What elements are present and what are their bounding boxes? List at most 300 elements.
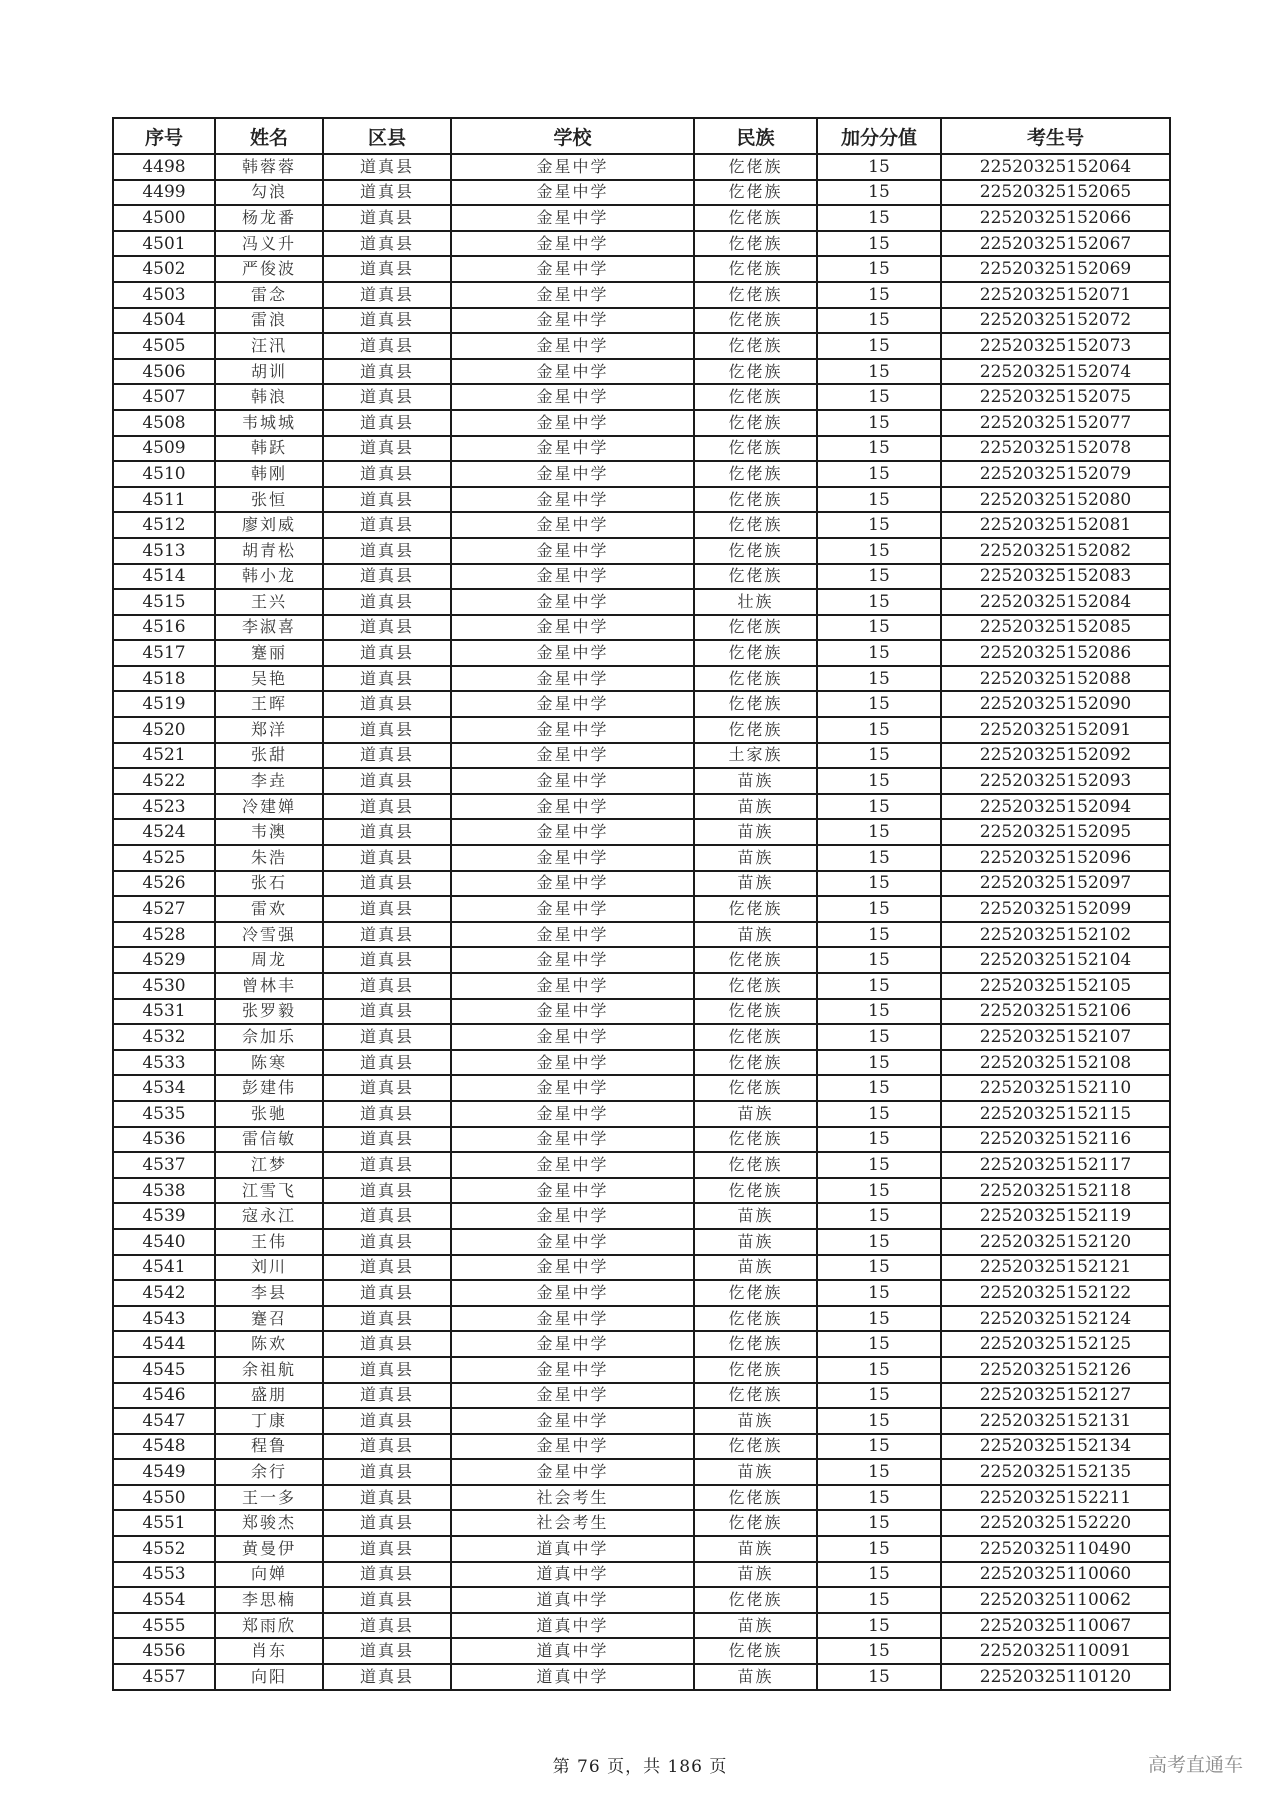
cell-index: 4527 bbox=[113, 896, 215, 922]
cell-exam-id: 22520325152119 bbox=[941, 1203, 1170, 1229]
cell-school: 道真中学 bbox=[451, 1664, 694, 1690]
cell-ethnicity: 仡佬族 bbox=[694, 1152, 817, 1178]
cell-bonus: 15 bbox=[817, 1408, 941, 1434]
table-row bbox=[113, 1408, 1170, 1434]
table-row bbox=[113, 1229, 1170, 1255]
cell-exam-id: 22520325152064 bbox=[941, 154, 1170, 180]
cell-name: 冷雪强 bbox=[215, 922, 323, 948]
table-row bbox=[113, 487, 1170, 513]
cell-bonus: 15 bbox=[817, 1587, 941, 1613]
cell-exam-id: 22520325152105 bbox=[941, 973, 1170, 999]
header-name: 姓名 bbox=[215, 118, 323, 154]
table-row bbox=[113, 615, 1170, 641]
cell-school: 金星中学 bbox=[451, 1229, 694, 1255]
cell-index: 4499 bbox=[113, 180, 215, 206]
cell-bonus: 15 bbox=[817, 871, 941, 897]
cell-bonus: 15 bbox=[817, 1101, 941, 1127]
cell-bonus: 15 bbox=[817, 359, 941, 385]
cell-school: 金星中学 bbox=[451, 794, 694, 820]
cell-county: 道真县 bbox=[323, 947, 451, 973]
cell-bonus: 15 bbox=[817, 1331, 941, 1357]
table-row bbox=[113, 896, 1170, 922]
cell-index: 4524 bbox=[113, 819, 215, 845]
cell-county: 道真县 bbox=[323, 180, 451, 206]
cell-ethnicity: 苗族 bbox=[694, 1203, 817, 1229]
cell-ethnicity: 仡佬族 bbox=[694, 1075, 817, 1101]
cell-ethnicity: 仡佬族 bbox=[694, 973, 817, 999]
cell-exam-id: 22520325152085 bbox=[941, 615, 1170, 641]
cell-exam-id: 22520325152099 bbox=[941, 896, 1170, 922]
cell-exam-id: 22520325152066 bbox=[941, 205, 1170, 231]
cell-county: 道真县 bbox=[323, 1024, 451, 1050]
cell-bonus: 15 bbox=[817, 947, 941, 973]
cell-school: 金星中学 bbox=[451, 410, 694, 436]
cell-bonus: 15 bbox=[817, 282, 941, 308]
cell-exam-id: 22520325110060 bbox=[941, 1562, 1170, 1588]
table-row bbox=[113, 1357, 1170, 1383]
cell-exam-id: 22520325152073 bbox=[941, 333, 1170, 359]
cell-index: 4518 bbox=[113, 666, 215, 692]
table-row bbox=[113, 1459, 1170, 1485]
cell-county: 道真县 bbox=[323, 717, 451, 743]
cell-index: 4542 bbox=[113, 1280, 215, 1306]
cell-county: 道真县 bbox=[323, 973, 451, 999]
cell-ethnicity: 仡佬族 bbox=[694, 1178, 817, 1204]
cell-school: 金星中学 bbox=[451, 1306, 694, 1332]
cell-ethnicity: 苗族 bbox=[694, 845, 817, 871]
cell-exam-id: 22520325152095 bbox=[941, 819, 1170, 845]
cell-name: 韩刚 bbox=[215, 461, 323, 487]
cell-bonus: 15 bbox=[817, 1357, 941, 1383]
cell-ethnicity: 仡佬族 bbox=[694, 896, 817, 922]
table-row bbox=[113, 871, 1170, 897]
table-row bbox=[113, 1101, 1170, 1127]
cell-name: 吴艳 bbox=[215, 666, 323, 692]
cell-exam-id: 22520325152065 bbox=[941, 180, 1170, 206]
cell-bonus: 15 bbox=[817, 615, 941, 641]
cell-school: 道真中学 bbox=[451, 1587, 694, 1613]
table-body bbox=[113, 154, 1170, 1690]
cell-exam-id: 22520325152091 bbox=[941, 717, 1170, 743]
cell-school: 金星中学 bbox=[451, 1408, 694, 1434]
cell-name: 佘加乐 bbox=[215, 1024, 323, 1050]
cell-county: 道真县 bbox=[323, 999, 451, 1025]
cell-bonus: 15 bbox=[817, 1229, 941, 1255]
cell-exam-id: 22520325152093 bbox=[941, 768, 1170, 794]
cell-ethnicity: 苗族 bbox=[694, 794, 817, 820]
results-table bbox=[112, 117, 1171, 1691]
cell-name: 江梦 bbox=[215, 1152, 323, 1178]
cell-name: 汪汛 bbox=[215, 333, 323, 359]
cell-bonus: 15 bbox=[817, 308, 941, 334]
table-row bbox=[113, 1152, 1170, 1178]
cell-county: 道真县 bbox=[323, 487, 451, 513]
cell-bonus: 15 bbox=[817, 973, 941, 999]
cell-ethnicity: 仡佬族 bbox=[694, 640, 817, 666]
cell-bonus: 15 bbox=[817, 1459, 941, 1485]
cell-county: 道真县 bbox=[323, 1050, 451, 1076]
cell-name: 杨龙番 bbox=[215, 205, 323, 231]
cell-name: 雷念 bbox=[215, 282, 323, 308]
cell-school: 金星中学 bbox=[451, 1075, 694, 1101]
cell-name: 黄曼伊 bbox=[215, 1536, 323, 1562]
cell-ethnicity: 仡佬族 bbox=[694, 538, 817, 564]
table-row bbox=[113, 205, 1170, 231]
cell-ethnicity: 仡佬族 bbox=[694, 999, 817, 1025]
cell-school: 道真中学 bbox=[451, 1536, 694, 1562]
cell-exam-id: 22520325152108 bbox=[941, 1050, 1170, 1076]
cell-county: 道真县 bbox=[323, 1587, 451, 1613]
cell-index: 4504 bbox=[113, 308, 215, 334]
cell-index: 4555 bbox=[113, 1613, 215, 1639]
cell-index: 4557 bbox=[113, 1664, 215, 1690]
cell-county: 道真县 bbox=[323, 1178, 451, 1204]
cell-name: 余行 bbox=[215, 1459, 323, 1485]
cell-index: 4525 bbox=[113, 845, 215, 871]
cell-school: 金星中学 bbox=[451, 1178, 694, 1204]
cell-exam-id: 22520325152071 bbox=[941, 282, 1170, 308]
table-row bbox=[113, 359, 1170, 385]
cell-index: 4507 bbox=[113, 384, 215, 410]
table-row bbox=[113, 768, 1170, 794]
table-row bbox=[113, 538, 1170, 564]
cell-name: 胡训 bbox=[215, 359, 323, 385]
cell-bonus: 15 bbox=[817, 487, 941, 513]
cell-county: 道真县 bbox=[323, 1357, 451, 1383]
cell-county: 道真县 bbox=[323, 154, 451, 180]
header-index: 序号 bbox=[113, 118, 215, 154]
cell-school: 金星中学 bbox=[451, 333, 694, 359]
cell-index: 4506 bbox=[113, 359, 215, 385]
cell-name: 王一多 bbox=[215, 1485, 323, 1511]
cell-index: 4556 bbox=[113, 1638, 215, 1664]
table-row bbox=[113, 589, 1170, 615]
cell-name: 郑雨欣 bbox=[215, 1613, 323, 1639]
cell-county: 道真县 bbox=[323, 743, 451, 769]
cell-name: 冷建婵 bbox=[215, 794, 323, 820]
table-row bbox=[113, 1587, 1170, 1613]
cell-bonus: 15 bbox=[817, 691, 941, 717]
table-row bbox=[113, 308, 1170, 334]
cell-index: 4550 bbox=[113, 1485, 215, 1511]
cell-exam-id: 22520325152074 bbox=[941, 359, 1170, 385]
cell-county: 道真县 bbox=[323, 640, 451, 666]
cell-county: 道真县 bbox=[323, 461, 451, 487]
cell-school: 金星中学 bbox=[451, 308, 694, 334]
cell-name: 刘川 bbox=[215, 1255, 323, 1281]
cell-school: 金星中学 bbox=[451, 359, 694, 385]
cell-bonus: 15 bbox=[817, 1536, 941, 1562]
cell-ethnicity: 仡佬族 bbox=[694, 333, 817, 359]
cell-name: 向婵 bbox=[215, 1562, 323, 1588]
cell-exam-id: 22520325152211 bbox=[941, 1485, 1170, 1511]
cell-bonus: 15 bbox=[817, 1485, 941, 1511]
cell-exam-id: 22520325152127 bbox=[941, 1383, 1170, 1409]
cell-ethnicity: 仡佬族 bbox=[694, 1127, 817, 1153]
cell-index: 4547 bbox=[113, 1408, 215, 1434]
cell-ethnicity: 仡佬族 bbox=[694, 410, 817, 436]
cell-ethnicity: 仡佬族 bbox=[694, 359, 817, 385]
cell-school: 金星中学 bbox=[451, 947, 694, 973]
cell-county: 道真县 bbox=[323, 896, 451, 922]
cell-index: 4535 bbox=[113, 1101, 215, 1127]
cell-name: 丁康 bbox=[215, 1408, 323, 1434]
cell-exam-id: 22520325152106 bbox=[941, 999, 1170, 1025]
cell-ethnicity: 仡佬族 bbox=[694, 1510, 817, 1536]
cell-name: 李淑喜 bbox=[215, 615, 323, 641]
cell-index: 4512 bbox=[113, 512, 215, 538]
header-school: 学校 bbox=[451, 118, 694, 154]
cell-bonus: 15 bbox=[817, 640, 941, 666]
cell-ethnicity: 仡佬族 bbox=[694, 231, 817, 257]
cell-ethnicity: 苗族 bbox=[694, 1408, 817, 1434]
cell-name: 郑洋 bbox=[215, 717, 323, 743]
cell-school: 金星中学 bbox=[451, 1255, 694, 1281]
cell-index: 4508 bbox=[113, 410, 215, 436]
cell-exam-id: 22520325152097 bbox=[941, 871, 1170, 897]
cell-exam-id: 22520325152082 bbox=[941, 538, 1170, 564]
cell-name: 韦城城 bbox=[215, 410, 323, 436]
cell-name: 韩小龙 bbox=[215, 564, 323, 590]
cell-ethnicity: 壮族 bbox=[694, 589, 817, 615]
cell-school: 金星中学 bbox=[451, 1101, 694, 1127]
cell-school: 金星中学 bbox=[451, 461, 694, 487]
table-row bbox=[113, 1613, 1170, 1639]
cell-ethnicity: 苗族 bbox=[694, 1613, 817, 1639]
header-ethnicity: 民族 bbox=[694, 118, 817, 154]
cell-county: 道真县 bbox=[323, 589, 451, 615]
cell-school: 金星中学 bbox=[451, 231, 694, 257]
table-row bbox=[113, 922, 1170, 948]
table-row bbox=[113, 333, 1170, 359]
cell-index: 4519 bbox=[113, 691, 215, 717]
cell-exam-id: 22520325152083 bbox=[941, 564, 1170, 590]
cell-school: 金星中学 bbox=[451, 1357, 694, 1383]
cell-county: 道真县 bbox=[323, 1408, 451, 1434]
cell-index: 4521 bbox=[113, 743, 215, 769]
cell-name: 张石 bbox=[215, 871, 323, 897]
cell-bonus: 15 bbox=[817, 1127, 941, 1153]
cell-county: 道真县 bbox=[323, 1306, 451, 1332]
cell-exam-id: 22520325152120 bbox=[941, 1229, 1170, 1255]
cell-school: 金星中学 bbox=[451, 845, 694, 871]
cell-index: 4509 bbox=[113, 436, 215, 462]
cell-index: 4514 bbox=[113, 564, 215, 590]
cell-bonus: 15 bbox=[817, 512, 941, 538]
cell-name: 雷浪 bbox=[215, 308, 323, 334]
cell-county: 道真县 bbox=[323, 1536, 451, 1562]
cell-name: 江雪飞 bbox=[215, 1178, 323, 1204]
cell-county: 道真县 bbox=[323, 1510, 451, 1536]
table-row bbox=[113, 1306, 1170, 1332]
cell-school: 道真中学 bbox=[451, 1613, 694, 1639]
cell-ethnicity: 仡佬族 bbox=[694, 1280, 817, 1306]
table-row bbox=[113, 1638, 1170, 1664]
cell-exam-id: 22520325152126 bbox=[941, 1357, 1170, 1383]
cell-index: 4510 bbox=[113, 461, 215, 487]
cell-exam-id: 22520325152118 bbox=[941, 1178, 1170, 1204]
cell-bonus: 15 bbox=[817, 205, 941, 231]
cell-exam-id: 22520325110067 bbox=[941, 1613, 1170, 1639]
cell-school: 金星中学 bbox=[451, 717, 694, 743]
table-row bbox=[113, 410, 1170, 436]
table-row bbox=[113, 743, 1170, 769]
cell-bonus: 15 bbox=[817, 1613, 941, 1639]
cell-name: 张罗毅 bbox=[215, 999, 323, 1025]
cell-exam-id: 22520325152072 bbox=[941, 308, 1170, 334]
cell-bonus: 15 bbox=[817, 1562, 941, 1588]
table-row bbox=[113, 1024, 1170, 1050]
table-row bbox=[113, 666, 1170, 692]
cell-county: 道真县 bbox=[323, 1383, 451, 1409]
cell-school: 金星中学 bbox=[451, 589, 694, 615]
cell-exam-id: 22520325152092 bbox=[941, 743, 1170, 769]
cell-name: 程鲁 bbox=[215, 1434, 323, 1460]
cell-name: 余祖航 bbox=[215, 1357, 323, 1383]
cell-bonus: 15 bbox=[817, 1434, 941, 1460]
cell-exam-id: 22520325152081 bbox=[941, 512, 1170, 538]
table-row bbox=[113, 717, 1170, 743]
cell-index: 4502 bbox=[113, 256, 215, 282]
cell-name: 寇永江 bbox=[215, 1203, 323, 1229]
cell-ethnicity: 仡佬族 bbox=[694, 461, 817, 487]
cell-school: 金星中学 bbox=[451, 922, 694, 948]
cell-ethnicity: 仡佬族 bbox=[694, 564, 817, 590]
cell-county: 道真县 bbox=[323, 1255, 451, 1281]
cell-ethnicity: 仡佬族 bbox=[694, 947, 817, 973]
table-row bbox=[113, 1485, 1170, 1511]
cell-bonus: 15 bbox=[817, 564, 941, 590]
table-row bbox=[113, 999, 1170, 1025]
cell-school: 金星中学 bbox=[451, 436, 694, 462]
cell-ethnicity: 苗族 bbox=[694, 1459, 817, 1485]
cell-school: 金星中学 bbox=[451, 1050, 694, 1076]
cell-bonus: 15 bbox=[817, 589, 941, 615]
cell-exam-id: 22520325152116 bbox=[941, 1127, 1170, 1153]
cell-bonus: 15 bbox=[817, 256, 941, 282]
cell-exam-id: 22520325152220 bbox=[941, 1510, 1170, 1536]
cell-school: 金星中学 bbox=[451, 1383, 694, 1409]
cell-county: 道真县 bbox=[323, 691, 451, 717]
cell-school: 金星中学 bbox=[451, 1459, 694, 1485]
cell-exam-id: 22520325152134 bbox=[941, 1434, 1170, 1460]
cell-school: 金星中学 bbox=[451, 743, 694, 769]
cell-county: 道真县 bbox=[323, 410, 451, 436]
table-row bbox=[113, 973, 1170, 999]
cell-exam-id: 22520325152124 bbox=[941, 1306, 1170, 1332]
cell-name: 雷欢 bbox=[215, 896, 323, 922]
cell-name: 韩蓉蓉 bbox=[215, 154, 323, 180]
cell-name: 陈欢 bbox=[215, 1331, 323, 1357]
cell-index: 4526 bbox=[113, 871, 215, 897]
cell-school: 金星中学 bbox=[451, 691, 694, 717]
cell-ethnicity: 仡佬族 bbox=[694, 1434, 817, 1460]
cell-school: 金星中学 bbox=[451, 1434, 694, 1460]
cell-index: 4498 bbox=[113, 154, 215, 180]
cell-index: 4543 bbox=[113, 1306, 215, 1332]
table-row bbox=[113, 384, 1170, 410]
cell-exam-id: 22520325152080 bbox=[941, 487, 1170, 513]
cell-bonus: 15 bbox=[817, 410, 941, 436]
cell-bonus: 15 bbox=[817, 1203, 941, 1229]
cell-exam-id: 22520325152086 bbox=[941, 640, 1170, 666]
cell-ethnicity: 仡佬族 bbox=[694, 180, 817, 206]
cell-school: 金星中学 bbox=[451, 256, 694, 282]
cell-name: 严俊波 bbox=[215, 256, 323, 282]
cell-name: 韩浪 bbox=[215, 384, 323, 410]
cell-school: 金星中学 bbox=[451, 180, 694, 206]
cell-county: 道真县 bbox=[323, 1562, 451, 1588]
cell-county: 道真县 bbox=[323, 564, 451, 590]
cell-index: 4515 bbox=[113, 589, 215, 615]
cell-county: 道真县 bbox=[323, 871, 451, 897]
cell-exam-id: 22520325152067 bbox=[941, 231, 1170, 257]
cell-index: 4533 bbox=[113, 1050, 215, 1076]
cell-name: 李县 bbox=[215, 1280, 323, 1306]
cell-index: 4551 bbox=[113, 1510, 215, 1536]
cell-school: 金星中学 bbox=[451, 564, 694, 590]
table-row bbox=[113, 819, 1170, 845]
cell-bonus: 15 bbox=[817, 1638, 941, 1664]
cell-school: 金星中学 bbox=[451, 1024, 694, 1050]
cell-exam-id: 22520325152069 bbox=[941, 256, 1170, 282]
cell-ethnicity: 苗族 bbox=[694, 768, 817, 794]
cell-county: 道真县 bbox=[323, 1434, 451, 1460]
cell-school: 金星中学 bbox=[451, 384, 694, 410]
cell-county: 道真县 bbox=[323, 384, 451, 410]
cell-index: 4541 bbox=[113, 1255, 215, 1281]
cell-name: 向阳 bbox=[215, 1664, 323, 1690]
cell-ethnicity: 苗族 bbox=[694, 922, 817, 948]
table-row bbox=[113, 845, 1170, 871]
cell-county: 道真县 bbox=[323, 308, 451, 334]
cell-school: 金星中学 bbox=[451, 1203, 694, 1229]
cell-bonus: 15 bbox=[817, 999, 941, 1025]
cell-bonus: 15 bbox=[817, 1024, 941, 1050]
cell-index: 4545 bbox=[113, 1357, 215, 1383]
table-row bbox=[113, 282, 1170, 308]
cell-bonus: 15 bbox=[817, 1664, 941, 1690]
cell-ethnicity: 仡佬族 bbox=[694, 487, 817, 513]
table-row bbox=[113, 1075, 1170, 1101]
cell-ethnicity: 仡佬族 bbox=[694, 1357, 817, 1383]
cell-county: 道真县 bbox=[323, 256, 451, 282]
cell-index: 4540 bbox=[113, 1229, 215, 1255]
cell-bonus: 15 bbox=[817, 384, 941, 410]
cell-county: 道真县 bbox=[323, 794, 451, 820]
table-row bbox=[113, 794, 1170, 820]
cell-bonus: 15 bbox=[817, 1178, 941, 1204]
table-row bbox=[113, 1510, 1170, 1536]
cell-ethnicity: 土家族 bbox=[694, 743, 817, 769]
cell-county: 道真县 bbox=[323, 1075, 451, 1101]
cell-county: 道真县 bbox=[323, 1638, 451, 1664]
cell-ethnicity: 仡佬族 bbox=[694, 308, 817, 334]
table-row bbox=[113, 564, 1170, 590]
cell-school: 金星中学 bbox=[451, 1127, 694, 1153]
cell-bonus: 15 bbox=[817, 1510, 941, 1536]
cell-ethnicity: 仡佬族 bbox=[694, 256, 817, 282]
cell-index: 4501 bbox=[113, 231, 215, 257]
cell-exam-id: 22520325152115 bbox=[941, 1101, 1170, 1127]
cell-county: 道真县 bbox=[323, 282, 451, 308]
cell-name: 朱浩 bbox=[215, 845, 323, 871]
cell-exam-id: 22520325152090 bbox=[941, 691, 1170, 717]
cell-bonus: 15 bbox=[817, 333, 941, 359]
cell-exam-id: 22520325152110 bbox=[941, 1075, 1170, 1101]
cell-ethnicity: 仡佬族 bbox=[694, 436, 817, 462]
header-bonus: 加分分值 bbox=[817, 118, 941, 154]
